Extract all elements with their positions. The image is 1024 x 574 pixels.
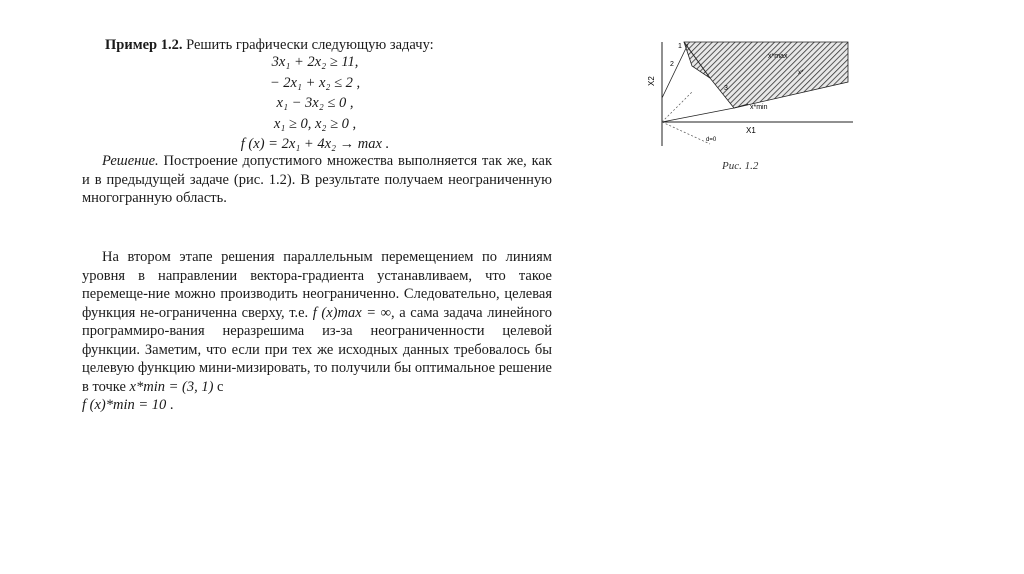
solution-paragraph [82, 152, 552, 208]
label-xmin: x*min [750, 104, 768, 111]
gradient-vector [662, 92, 692, 122]
constraint-1: 3x₁ + 2x₂ ≥ 11, [271, 54, 359, 70]
label-1: 1 [678, 43, 682, 50]
figure-caption: Рис. 1.2 [722, 160, 759, 172]
stage2-paragraph [82, 248, 552, 415]
solution-label: Решение. [102, 153, 159, 169]
formula-min: f (x)*min = 10 [82, 397, 167, 413]
stage2-text-3: с [213, 378, 224, 395]
label-d0: d=0 [706, 137, 717, 143]
objective-function: f (x) = 2x₁ + 4x₂ → max . [240, 136, 390, 152]
axis-x-label: X1 [746, 126, 756, 135]
label-xmax: x*max [768, 53, 788, 60]
constraint-line-2 [662, 44, 688, 98]
stage2-text-1: На втором этапе решения параллельным перемещением по линиям уровня в направлении вектора-градиента устанавливаем, что такое перемеще-ние можно производить неограниченно. Следовательно, целевая функция не-ограниченна сверху, т.е. [82, 249, 552, 321]
label-x-star: x* [798, 70, 804, 76]
level-line-d0 [662, 122, 710, 144]
constraint-4: x₁ ≥ 0, x₂ ≥ 0 , [273, 115, 357, 132]
stage2-text-2: , а сама задача линейного программиро-вания неразрешима из-за неограниченности целевой функции. Заметим, что если при тех же исходных данных требовалось бы целевую функцию мини-мизировать, то получили бы оптимальное решение в точке [82, 304, 553, 395]
example-title-bold: Пример 1.2. [105, 37, 183, 53]
axis-y-label: X2 [647, 76, 656, 86]
solution-text: Построение допустимого множества выполняется так же, как и в предыдущей задаче (рис. 1.2). В результате получаем неограниченную многогранную область. [82, 153, 552, 206]
feasible-region [684, 42, 848, 108]
label-2: 2 [670, 61, 674, 68]
formula-point: x*min = (3, 1) [129, 378, 214, 395]
example-title-rest: Решить графически следующую задачу: [182, 37, 434, 53]
constraint-2: − 2x₁ + x₂ ≤ 2 , [269, 74, 361, 91]
constraint-line-3 [662, 108, 734, 122]
figure-graph [648, 38, 858, 153]
formula-max: f (x)max = ∞ [312, 304, 392, 321]
label-3: 3 [724, 85, 728, 92]
stage2-text-4: . [166, 397, 174, 413]
constraint-3: x₁ − 3x₂ ≤ 0 , [276, 95, 354, 111]
constraint-system [205, 52, 425, 155]
